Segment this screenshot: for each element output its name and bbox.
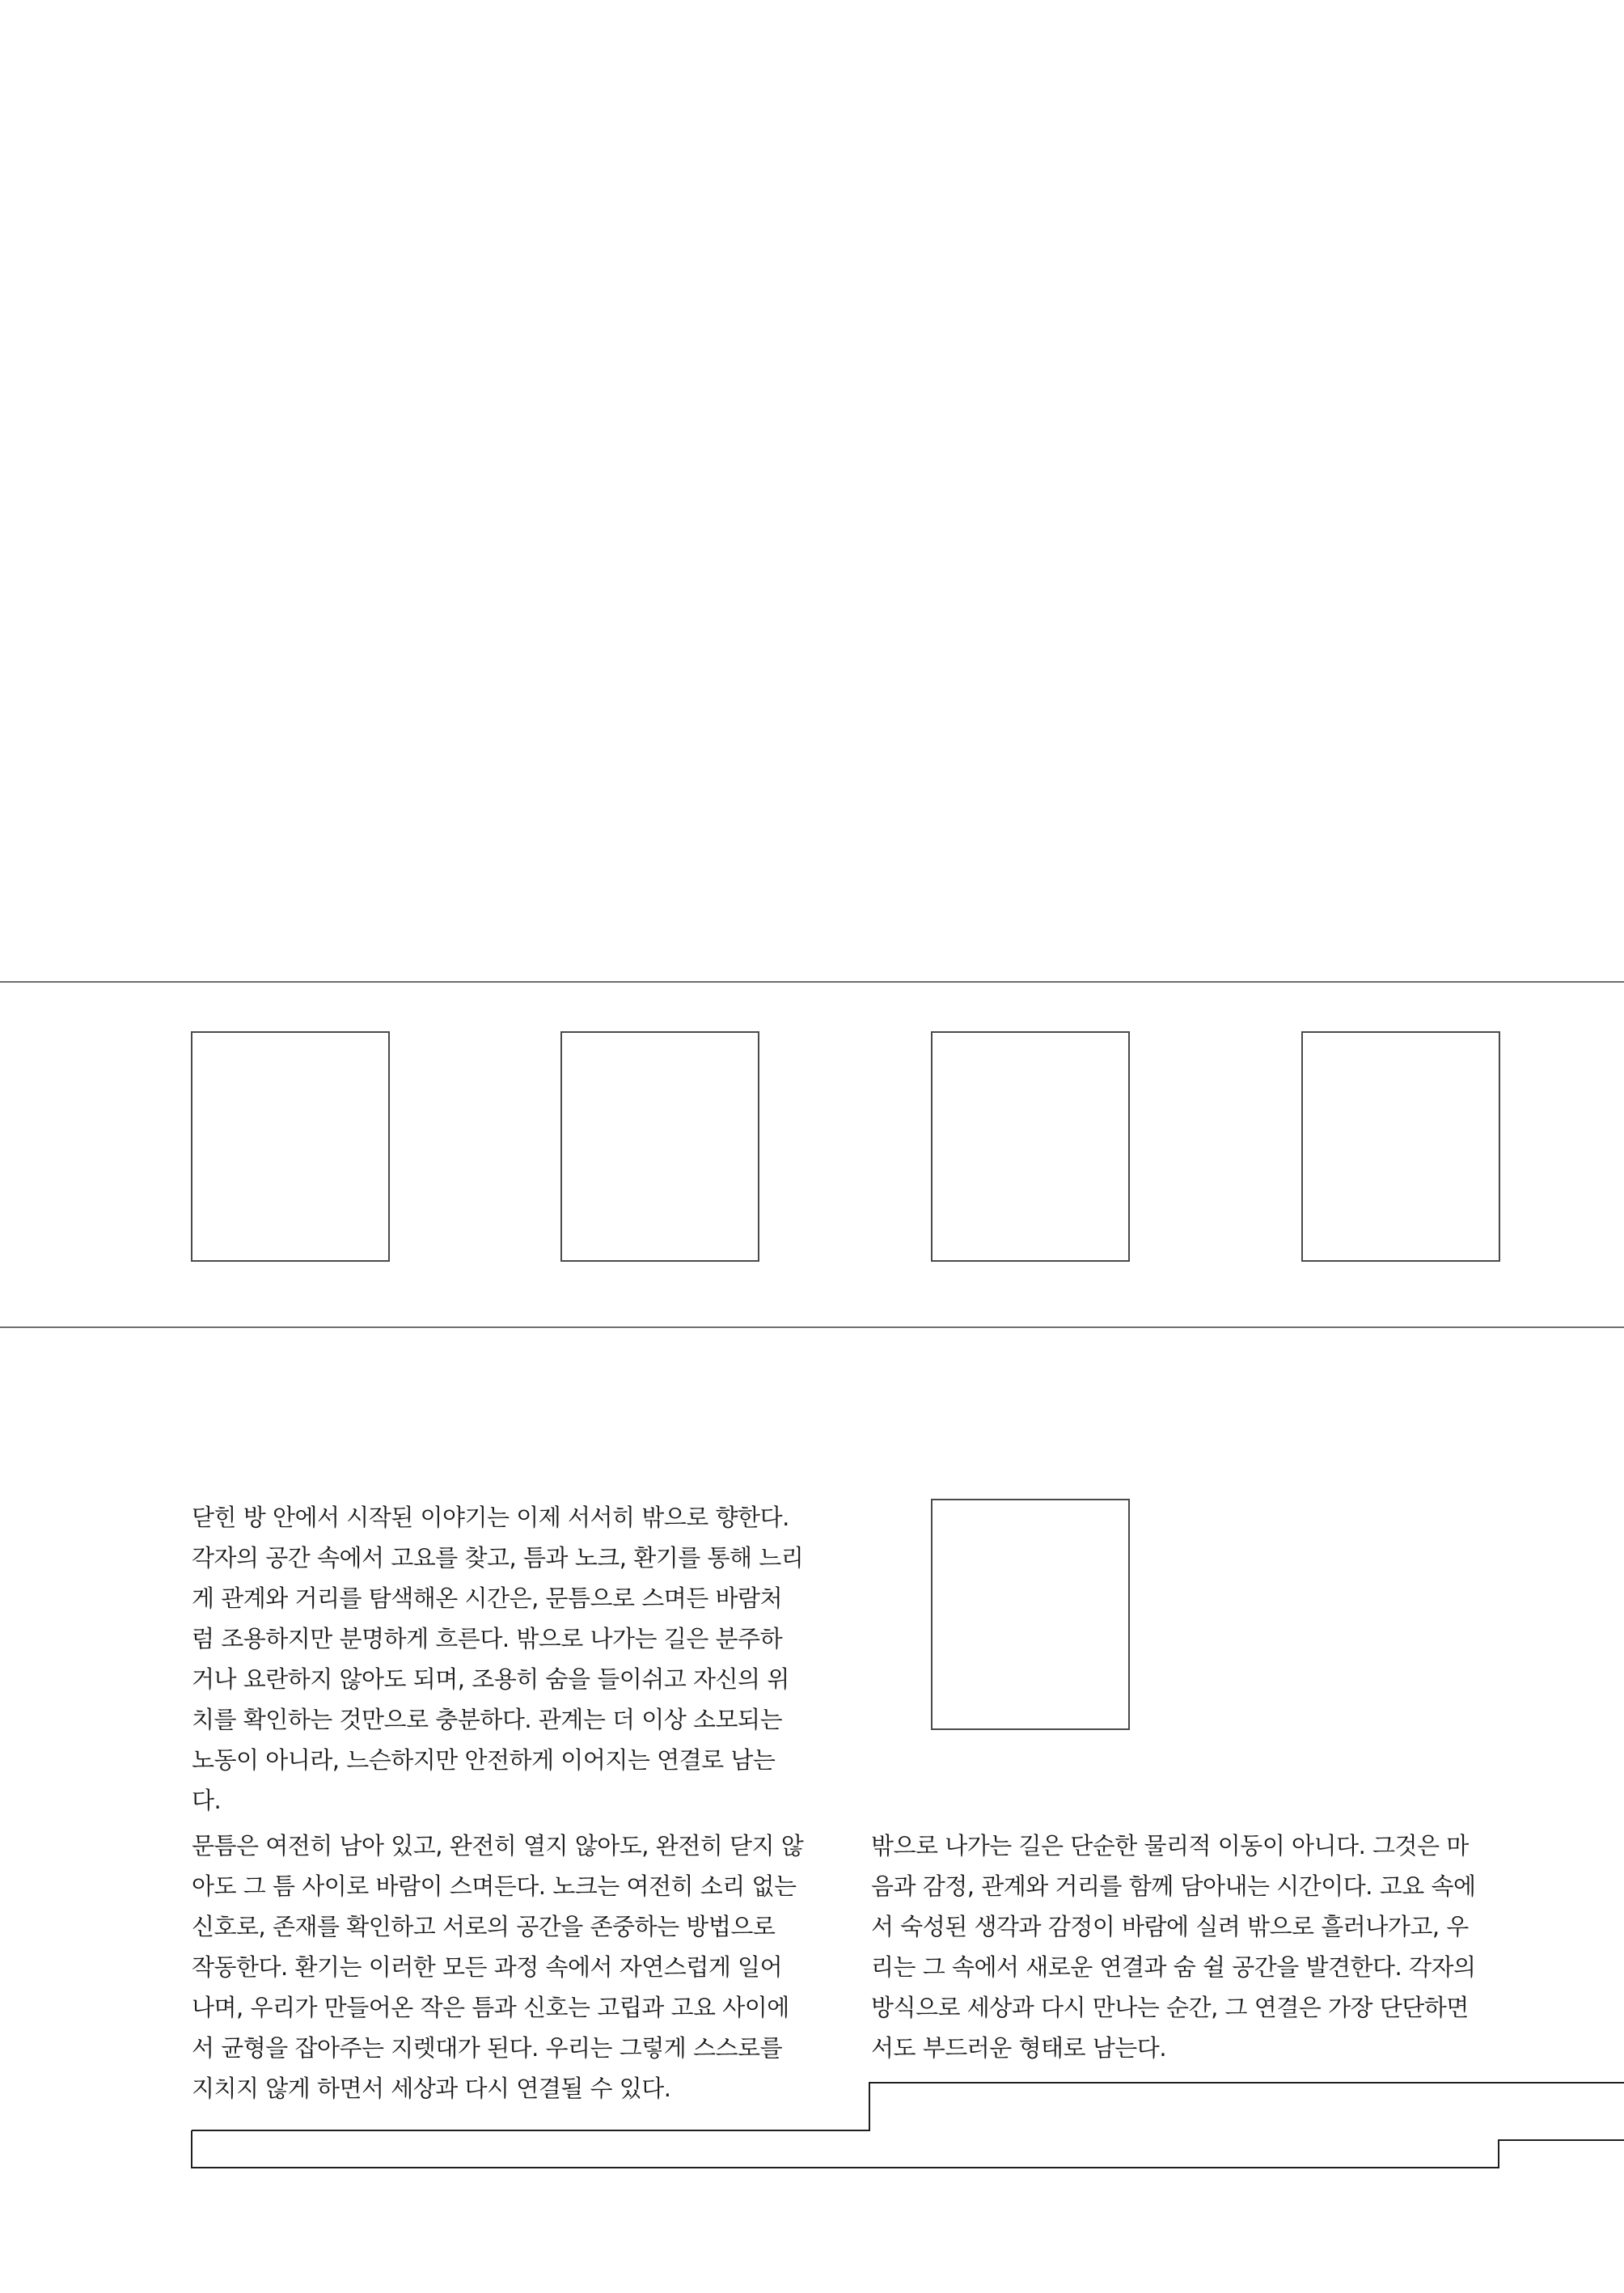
text-line: 문틈은 여전히 남아 있고, 완전히 열지 않아도, 완전히 닫지 않 <box>192 1832 804 1859</box>
text-line: 서도 부드러운 형태로 남는다. <box>871 2034 1167 2062</box>
text-line: 각자의 공간 속에서 고요를 찾고, 틈과 노크, 환기를 통해 느리 <box>192 1544 804 1572</box>
text-line: 신호로, 존재를 확인하고 서로의 공간을 존중하는 방법으로 <box>192 1913 776 1940</box>
text-line: 서 균형을 잡아주는 지렛대가 된다. 우리는 그렇게 스스로를 <box>192 2034 783 2062</box>
text-line: 지치지 않게 하면서 세상과 다시 연결될 수 있다. <box>192 2075 671 2102</box>
text-line: 리는 그 속에서 새로운 연결과 숨 쉴 공간을 발견한다. 각자의 <box>871 1953 1476 1981</box>
text-line: 아도 그 틈 사이로 바람이 스며든다. 노크는 여전히 소리 없는 <box>192 1872 797 1900</box>
lower-stepped-line <box>192 2130 1624 2168</box>
text-line: 나며, 우리가 만들어온 작은 틈과 신호는 고립과 고요 사이에 <box>192 1994 789 2021</box>
upper-stepped-line <box>192 2083 1624 2130</box>
text-line: 작동한다. 환기는 이러한 모든 과정 속에서 자연스럽게 일어 <box>192 1953 783 1981</box>
text-line: 다. <box>192 1787 222 1814</box>
text-line: 치를 확인하는 것만으로 충분하다. 관계는 더 이상 소모되는 <box>192 1706 783 1733</box>
text-line: 노동이 아니라, 느슨하지만 안전하게 이어지는 연결로 남는 <box>192 1746 776 1774</box>
text-line: 음과 감정, 관계와 거리를 함께 담아내는 시간이다. 고요 속에 <box>871 1872 1476 1900</box>
text-line: 게 관계와 거리를 탐색해온 시간은, 문틈으로 스며든 바람처 <box>192 1584 783 1612</box>
text-line: 닫힌 방 안에서 시작된 이야기는 이제 서서히 밖으로 향한다. <box>192 1504 789 1531</box>
text-line: 방식으로 세상과 다시 만나는 순간, 그 연결은 가장 단단하면 <box>871 1994 1469 2021</box>
text-line: 밖으로 나가는 길은 단순한 물리적 이동이 아니다. 그것은 마 <box>871 1832 1469 1859</box>
text-line: 거나 요란하지 않아도 되며, 조용히 숨을 들이쉬고 자신의 위 <box>192 1665 789 1693</box>
text-line: 서 숙성된 생각과 감정이 바람에 실려 밖으로 흘러나가고, 우 <box>871 1913 1469 1940</box>
text-line: 럼 조용하지만 분명하게 흐른다. 밖으로 나가는 길은 분주하 <box>192 1625 783 1652</box>
